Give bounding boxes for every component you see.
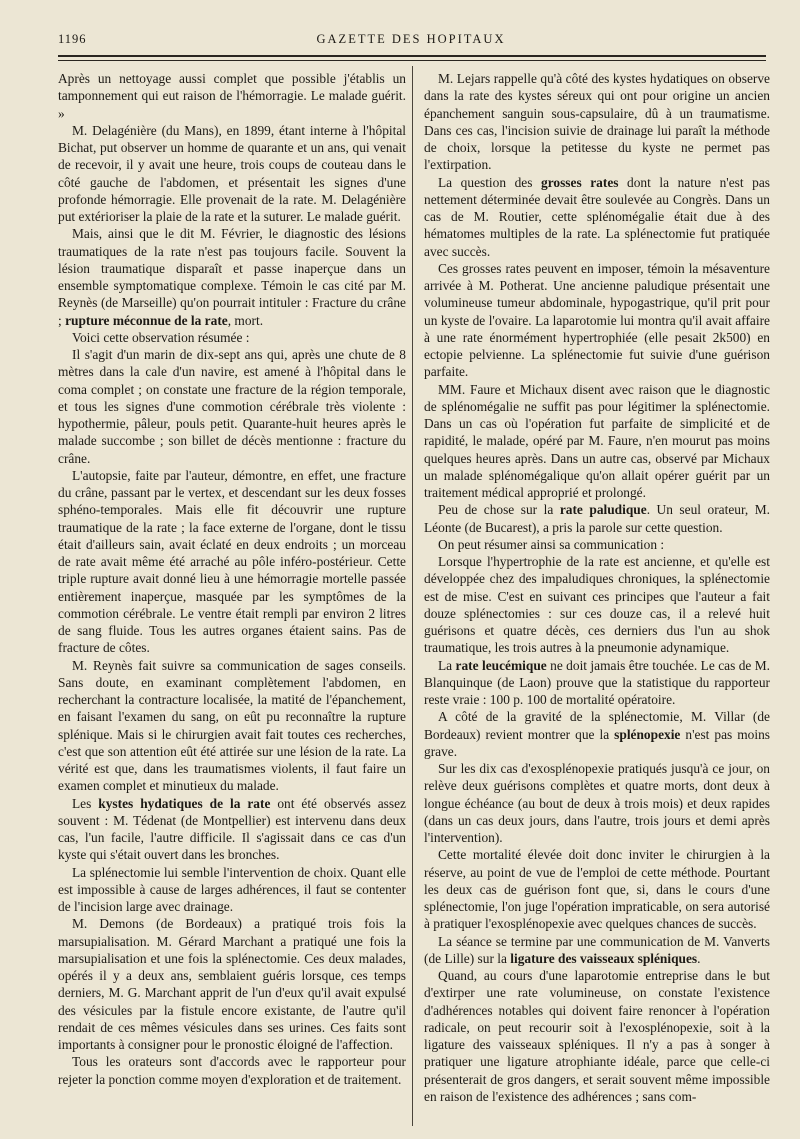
- text-run: Quand, au cours d'une laparotomie entreprise dans le but d'extirper une rate volumineuse, on constate l'existence d'adhérences notables qui doivent faire renoncer à l'opération radicale, on peut recourir soit à l'exosplénopexie, soit à la ligature des vaisseaux spléniques. Il n'y a pas à songer à pratiquer une ligature atrophiante idéale, parce que celle-ci présenterait de gros dangers, et serait souvent même impossible en raison de l'existence des adhérences ; sans com-: [424, 968, 770, 1104]
- paragraph: [58, 1053, 406, 1088]
- text-run: Les: [72, 795, 99, 811]
- text-run: Lorsque l'hypertrophie de la rate est ancienne, et qu'elle est développée chez des impaludiques chroniques, la splénectomie est de mise. C'est en suivant ces principes que l'auteur a fait douze splénectomies : sur ces douze cas, il a relevé huit guérisons et quatre décès, ces derniers dus l'un au shok traumatique, les trois autres à la pneumonie adynamique.: [424, 554, 770, 656]
- paragraph: [424, 967, 770, 1105]
- paragraph: [58, 864, 406, 916]
- text-run: La: [438, 657, 456, 673]
- paragraph: [58, 657, 406, 795]
- text-run: M. Reynès fait suivre sa communication de sages conseils. Sans doute, en examinant complètement l'abdomen, en recherchant la contracture localisée, la matité de l'épanchement, en faisant l'examen du sang, on eût pu reconnaître la rupture splénique. Mais si le chirurgien avait fait toutes ces recherches, c'est que son attention eût été attirée sur une lésion de la rate. La vérité est que, dans les traumatismes violents, il faut faire un examen complet et minutieux du malade.: [58, 657, 406, 794]
- text-run: . Un seul orateur, M. Léonte (de Bucarest), a pris la parole sur cette question.: [424, 502, 770, 535]
- paragraph: [58, 915, 406, 1053]
- text-run: ont été observés assez souvent : M. Tédenat (de Montpellier) est intervenu dans deux cas, l'un facile, l'autre difficile. Il s'agissait dans ce cas d'un kyste qui s'était ouvert dans les bronches.: [58, 795, 406, 863]
- bold-phrase: grosses rates: [541, 174, 619, 190]
- paragraph: [424, 760, 770, 846]
- text-run: A côté de la gravité de la splénectomie, M. Villar (de Bordeaux) revient montrer que la: [424, 709, 770, 742]
- header-rule-thin: [58, 60, 766, 61]
- left-column: [58, 70, 406, 1088]
- text-run: Sur les dix cas d'exosplénopexie pratiqués jusqu'à ce jour, on relève deux guérisons complètes et quatre morts, dont deux à longue échéance (au bout de deux à trois mois) et deux rapides (dans un cas deux jours, dans l'autre, trois jours et demi après l'intervention).: [424, 761, 770, 845]
- bold-phrase: rupture méconnue de la rate: [65, 312, 228, 328]
- paragraph: [424, 933, 770, 968]
- text-run: n'est pas moins grave.: [424, 726, 770, 759]
- text-run: Après un nettoyage aussi complet que possible j'établis un tamponnement qui eut raison de l'hémorragie. Le malade guérit. »: [58, 71, 406, 121]
- paragraph: [424, 657, 770, 709]
- right-column: [424, 70, 770, 1105]
- text-run: Tous les orateurs sont d'accords avec le rapporteur pour rejeter la ponction comme moyen d'exploration et de traitement.: [58, 1054, 406, 1087]
- paragraph: [58, 70, 406, 122]
- paragraph: [424, 501, 770, 536]
- bold-phrase: kystes hydatiques de la rate: [98, 795, 271, 811]
- paragraph: [58, 122, 406, 226]
- text-run: Ces grosses rates peuvent en imposer, témoin la mésaventure arrivée à M. Potherat. Une ancienne paludique présentait une volumineuse tumeur abdominale, hypogastrique, qu'il prit pour un kyste de l'ovaire. La laparotomie lui montra qu'il avait affaire à une rate énormément hypertrophiée (elle pesait 2k500) en ectopie pelvienne. La splénectomie fut suivie d'une guérison parfaite.: [424, 260, 770, 380]
- paragraph: [58, 225, 406, 329]
- text-run: .: [697, 950, 701, 966]
- paragraph: [58, 329, 406, 346]
- bold-phrase: ligature des vaisseaux spléniques: [510, 950, 698, 966]
- paragraph: [424, 70, 770, 174]
- paragraph: [424, 536, 770, 553]
- paragraph: [58, 467, 406, 657]
- paragraph: [424, 381, 770, 502]
- text-run: M. Lejars rappelle qu'à côté des kystes hydatiques on observe dans la rate des kystes séreux qui ont pour origine un ancien épanchement sanguin sous-capsulaire, dû à un traumatisme. Dans ces cas, l'incision suivie de drainage lui paraît la méthode de choix, lorsque la petitesse du kyste ne permet pas l'extirpation.: [424, 71, 770, 173]
- text-run: dont la nature n'est pas nettement déterminée devait être soulevée au Congrès. Dans un cas de M. Routier, cette splénomégalie était due à des hématomes multiples de la rate. La splénectomie fut pratiquée avec succès.: [424, 174, 770, 259]
- text-run: Peu de chose sur la: [438, 502, 560, 518]
- paragraph: [424, 708, 770, 760]
- text-run: La splénectomie lui semble l'intervention de choix. Quant elle est impossible à cause de larges adhérences, il faut se contenter de l'incision large avec drainage.: [58, 864, 406, 914]
- bold-phrase: rate leucémique: [455, 657, 547, 673]
- page-number: 1196: [58, 32, 87, 46]
- text-run: La question des: [438, 174, 541, 190]
- text-run: L'autopsie, faite par l'auteur, démontre, en effet, une fracture du crâne, passant par le vertex, et descendant sur les deux fosses sphéno-temporales. Mais elle fit découvrir une rupture traumatique de la rate ; la face externe de l'organe, dont le tissu était d'ailleurs sain, avait éclaté en deux endroits ; un morceau de rate avait même été arraché au pôle inféro-postérieur. Cette triple rupture avait donné lieu à une hémorragie mortelle passée entièrement inaperçue, masquée par les symptômes de la commotion cérébrale. Le ventre était rempli par environ 2 litres de sang fluide. Tous les autres organes étaient sains. Pas de fracture de côtes.: [58, 467, 406, 656]
- text-run: MM. Faure et Michaux disent avec raison que le diagnostic de splénomégalie ne suffit pas pour légitimer la splénectomie. Dans un cas où l'opération fut parfaite de simplicité et de rapidité, le malade, opéré par M. Faure, n'en mourut pas moins quelques heures après. Dans un autre cas, observé par Michaux un malade splénomégalique qu'on allait opérer guérit par un traitement médical approprié et prolongé.: [424, 381, 770, 500]
- paragraph: [424, 174, 770, 260]
- paragraph: [424, 260, 770, 381]
- text-run: , mort.: [227, 312, 264, 328]
- paragraph: [58, 346, 406, 467]
- paragraph: [424, 553, 770, 657]
- bold-phrase: splénopexie: [614, 726, 681, 742]
- journal-title: GAZETTE DES HOPITAUX: [316, 32, 506, 46]
- paragraph: [58, 795, 406, 864]
- column-divider: [412, 66, 413, 1126]
- text-run: M. Delagénière (du Mans), en 1899, étant interne à l'hôpital Bichat, put observer un homme de quarante et un ans, qui venait de recevoir, il y avait une heure, trois coups de couteau dans le côté gauche de l'abdomen, et présentait les signes d'une profonde hémorragie. Elle provenait de la rate. M. Delagénière put extérioriser la plaie de la rate et la suturer. Le malade guérit.: [58, 122, 406, 224]
- text-run: Il s'agit d'un marin de dix-sept ans qui, après une chute de 8 mètres dans la cale d'un navire, est amené à l'hôpital dans le coma complet ; on constate une fracture de la région temporale, et tous les signes d'une commotion cérébrale très violente : hypothermie, pâleur, pouls petit. Quarante-huit heures après le malade succombe ; son billet de décès mentionne : fracture du crâne.: [58, 347, 406, 466]
- text-run: M. Demons (de Bordeaux) a pratiqué trois fois la marsupialisation. M. Gérard Marchant a pratiqué une fois la marsupialisation et une fois la splénectomie. Ces deux malades, opérés il y a deux ans, semblaient guéris lorsque, ces temps derniers, M. G. Marchant apprit de l'un d'eux qu'il avait expulsé des vésicules par la fistule encore existante, de l'autre qu'il rendait de ces mêmes vésicules dans ses urines. Ces faits sont importants à consigner pour le pronostic éloigné de l'affection.: [58, 916, 406, 1052]
- paragraph: [424, 846, 770, 932]
- text-run: Cette mortalité élevée doit donc inviter le chirurgien à la réserve, au point de vue de l'emploi de cette méthode. Pourtant les deux cas de guérison font que, si, dans le cours d'une splénectomie, l'on juge l'opération impraticable, on sera autorisé à pratiquer l'exosplénopexie avec quelques chances de succès.: [424, 847, 770, 932]
- page-header: [58, 30, 764, 52]
- text-run: La séance se termine par une communication de M. Vanverts (de Lille) sur la: [424, 933, 770, 966]
- bold-phrase: rate paludique: [559, 502, 647, 518]
- text-run: Voici cette observation résumée :: [72, 329, 250, 345]
- header-rule-thick: [58, 55, 766, 57]
- text-run: Mais, ainsi que le dit M. Février, le diagnostic des lésions traumatiques de la rate n'est pas toujours facile. Souvent la lésion traumatique disparaît et passe inaperçue dans un ensemble symptomatique complexe. Témoin le cas cité par M. Reynès (de Marseille) qu'on pourrait intituler : Fracture du crâne ;: [58, 226, 406, 328]
- text-run: ne doit jamais être touchée. Le cas de M. Blanquinque (de Laon) prouve que la statistique du rapporteur reste vraie : 100 p. 100 de mortalité opératoire.: [424, 657, 770, 707]
- text-run: On peut résumer ainsi sa communication :: [438, 536, 665, 552]
